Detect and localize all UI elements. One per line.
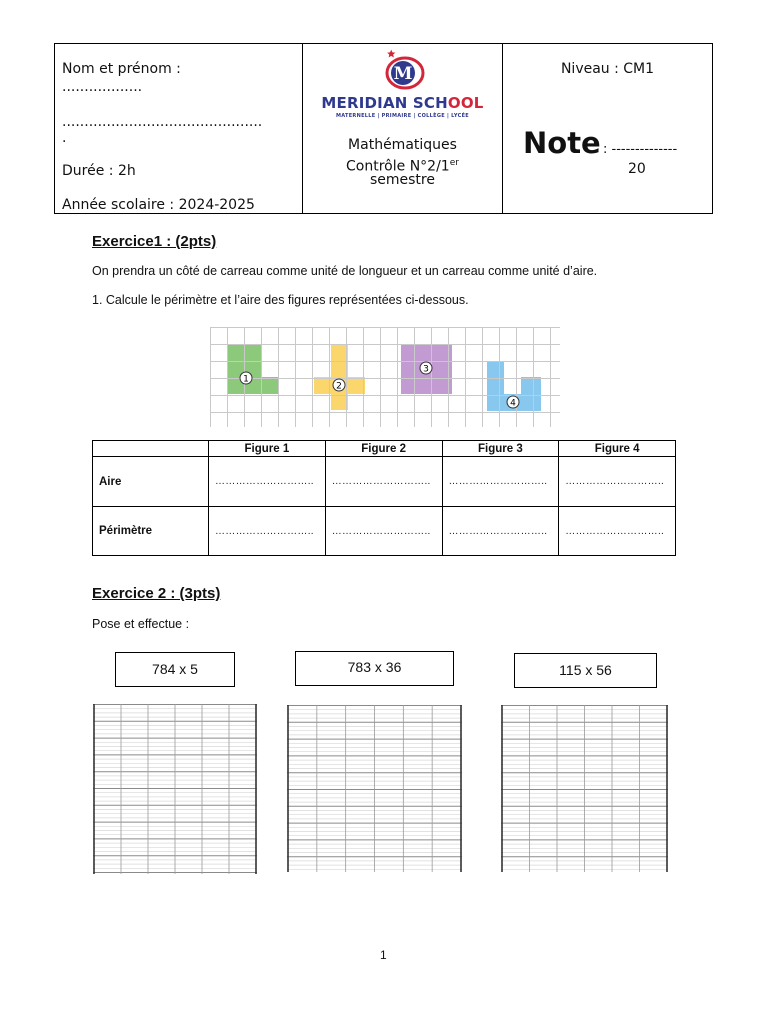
aire-figure-2: ……………………….. (325, 457, 442, 507)
school-name: MERIDIAN SCHOOL (321, 94, 484, 112)
exercise1-title: Exercice1 : (2pts) (92, 233, 217, 250)
seyes-grid-3 (501, 705, 668, 876)
logo-letter: M (393, 64, 413, 84)
row-label-perimetre: Périmètre (93, 507, 209, 556)
table-row-aire (93, 457, 676, 507)
figure-marker-2 (333, 379, 345, 392)
note-dots: : -------------- (603, 142, 678, 157)
exam-semester: semestre (369, 172, 435, 188)
aire-figure-1: ……………………….. (209, 457, 326, 507)
header-figure-1: Figure 1 (209, 441, 326, 457)
figures-grid (210, 327, 560, 431)
svg-text:2: 2 (336, 381, 342, 392)
duration: Durée : 2h (62, 163, 136, 179)
perimetre-figure-2: ……………………….. (325, 507, 442, 556)
grade-cell (503, 44, 712, 213)
school-year: Année scolaire : 2024-2025 (62, 197, 255, 213)
results-corner (93, 441, 209, 457)
figure-2 (314, 344, 365, 410)
aire-figure-3: ……………………….. (442, 457, 559, 507)
level: Niveau : CM1 (560, 61, 655, 77)
name-label: Nom et prénom : (62, 61, 181, 77)
svg-text:3: 3 (423, 364, 429, 375)
school-logo (374, 47, 432, 93)
figure-marker-3 (420, 362, 432, 375)
header-figure-4: Figure 4 (559, 441, 676, 457)
school-cell (303, 44, 503, 213)
note-total: 20 (628, 161, 646, 177)
figure-marker-4 (507, 396, 519, 409)
name-dots-line1: .................. (62, 79, 143, 95)
name-dots-line2: ............................................. (62, 114, 263, 130)
header-table (54, 43, 713, 214)
student-info-cell (55, 44, 303, 213)
school-tagline: MATERNELLE | PRIMAIRE | COLLÈGE | LYCÉE (335, 113, 470, 119)
figure-marker-1 (240, 372, 252, 385)
results-header-row (93, 441, 676, 457)
operation-2: 783 x 36 (295, 651, 454, 686)
exercise2-title: Exercice 2 : (3pts) (92, 585, 221, 602)
seyes-grid-1 (93, 704, 257, 878)
operation-3: 115 x 56 (514, 653, 657, 688)
seyes-grid-2 (287, 705, 462, 876)
perimetre-figure-1: ……………………….. (209, 507, 326, 556)
figure-1 (227, 344, 278, 394)
name-dots-line3: . (62, 130, 67, 146)
subject: Mathématiques (348, 137, 457, 153)
perimetre-figure-3: ……………………….. (442, 507, 559, 556)
exercise1-question: 1. Calcule le périmètre et l’aire des figures représentées ci-dessous. (92, 293, 469, 307)
exam-title: Contrôle N°2/1er (346, 158, 459, 175)
svg-text:1: 1 (243, 374, 249, 385)
header-figure-3: Figure 3 (442, 441, 559, 457)
row-label-aire: Aire (93, 457, 209, 507)
page-number: 1 (380, 948, 387, 962)
table-row-perimetre (93, 507, 676, 556)
note-label: Note (523, 126, 601, 160)
header-figure-2: Figure 2 (325, 441, 442, 457)
operation-1: 784 x 5 (115, 652, 235, 687)
aire-figure-4: ……………………….. (559, 457, 676, 507)
results-table (92, 440, 676, 556)
exercise1-intro: On prendra un côté de carreau comme unité de longueur et un carreau comme unité d’aire. (92, 264, 598, 278)
exercise2-instruction: Pose et effectue : (92, 617, 190, 631)
perimetre-figure-4: ……………………….. (559, 507, 676, 556)
svg-text:4: 4 (510, 398, 516, 409)
